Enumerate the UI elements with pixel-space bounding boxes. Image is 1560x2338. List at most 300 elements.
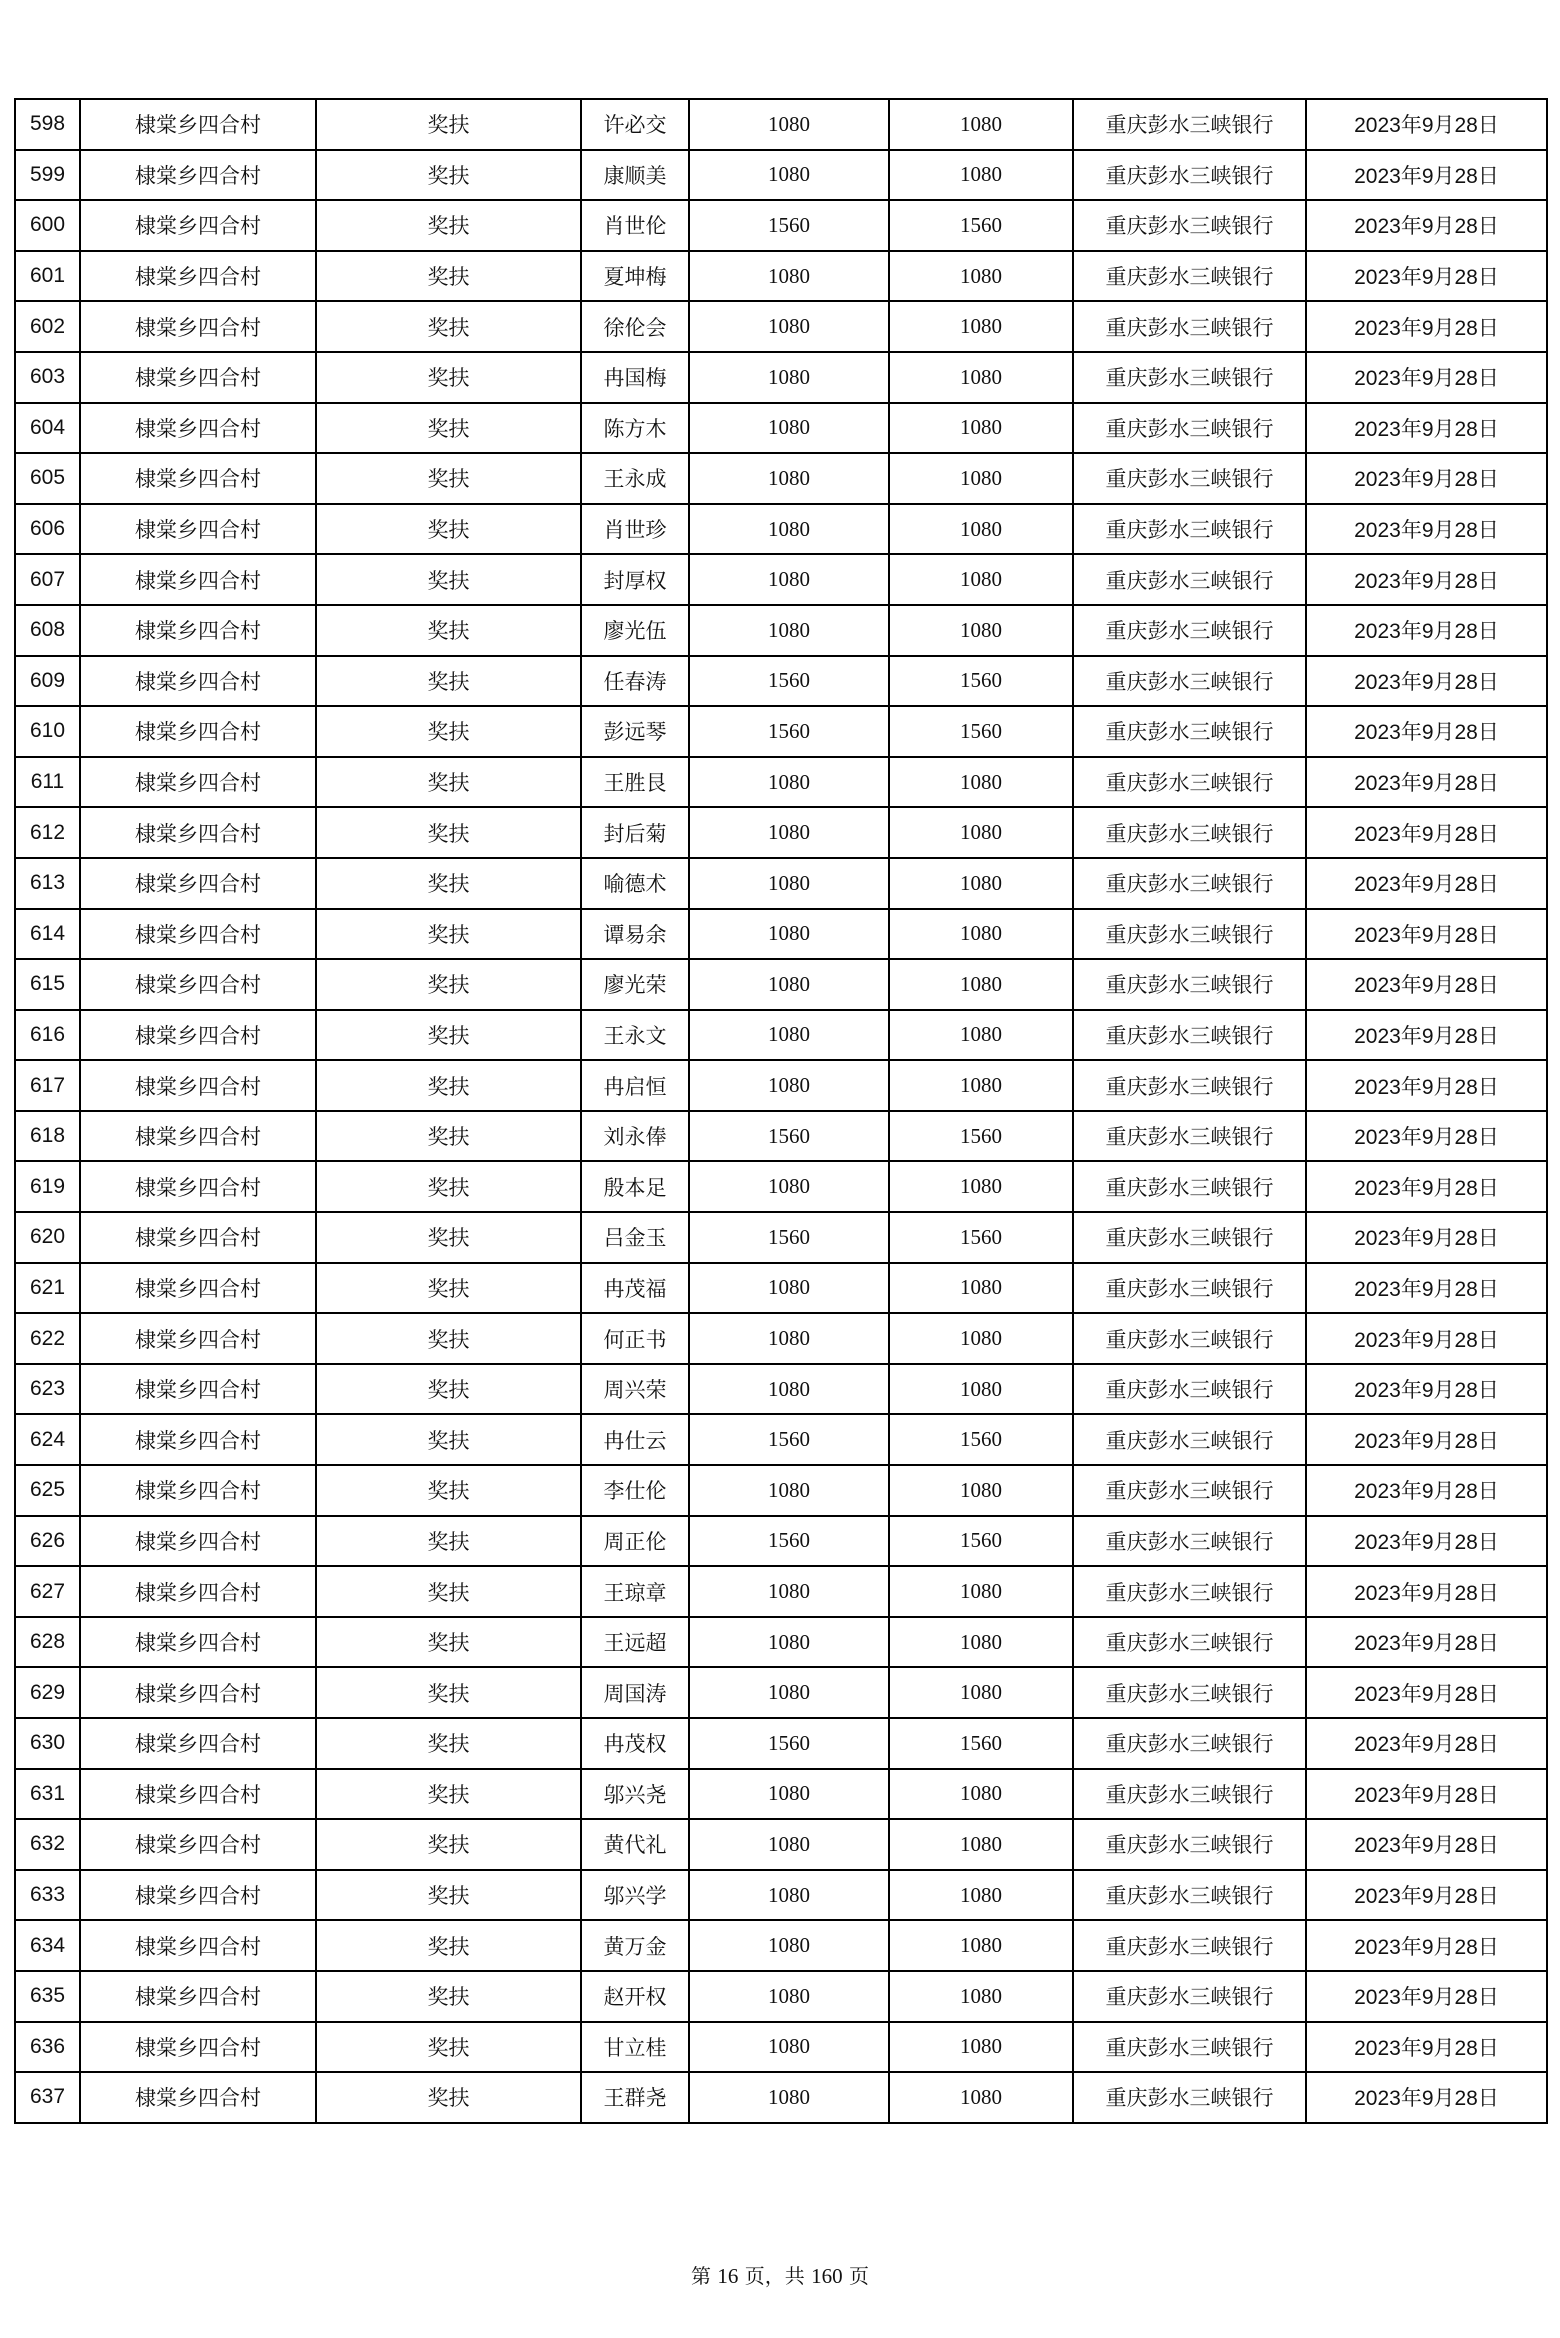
name-cell: 周国涛 bbox=[581, 1667, 689, 1718]
township-village-cell: 棣棠乡四合村 bbox=[80, 150, 316, 201]
bank-cell: 重庆彭水三峡银行 bbox=[1073, 1111, 1306, 1162]
row-index-cell: 600 bbox=[15, 200, 80, 251]
name-cell: 陈方木 bbox=[581, 403, 689, 454]
amount-due-cell: 1560 bbox=[689, 1212, 889, 1263]
category-cell: 奖扶 bbox=[316, 1111, 581, 1162]
date-cell: 2023年9月28日 bbox=[1306, 959, 1547, 1010]
table-row bbox=[15, 504, 1547, 555]
row-index-cell: 633 bbox=[15, 1870, 80, 1921]
township-village-cell: 棣棠乡四合村 bbox=[80, 1414, 316, 1465]
category-cell: 奖扶 bbox=[316, 1617, 581, 1668]
amount-due-cell: 1080 bbox=[689, 1920, 889, 1971]
name-cell: 许必交 bbox=[581, 99, 689, 150]
footer-total-pages: 160 bbox=[811, 2264, 843, 2288]
date-cell: 2023年9月28日 bbox=[1306, 1566, 1547, 1617]
amount-due-cell: 1080 bbox=[689, 757, 889, 808]
date-cell: 2023年9月28日 bbox=[1306, 453, 1547, 504]
amount-due-cell: 1080 bbox=[689, 605, 889, 656]
bank-cell: 重庆彭水三峡银行 bbox=[1073, 1971, 1306, 2022]
amount-due-cell: 1560 bbox=[689, 1111, 889, 1162]
row-index-cell: 630 bbox=[15, 1718, 80, 1769]
amount-paid-cell: 1080 bbox=[889, 1819, 1073, 1870]
bank-cell: 重庆彭水三峡银行 bbox=[1073, 1060, 1306, 1111]
name-cell: 喻德术 bbox=[581, 858, 689, 909]
amount-due-cell: 1080 bbox=[689, 1263, 889, 1314]
bank-cell: 重庆彭水三峡银行 bbox=[1073, 1920, 1306, 1971]
row-index-cell: 610 bbox=[15, 706, 80, 757]
bank-cell: 重庆彭水三峡银行 bbox=[1073, 909, 1306, 960]
category-cell: 奖扶 bbox=[316, 1060, 581, 1111]
category-cell: 奖扶 bbox=[316, 504, 581, 555]
bank-cell: 重庆彭水三峡银行 bbox=[1073, 1769, 1306, 1820]
bank-cell: 重庆彭水三峡银行 bbox=[1073, 807, 1306, 858]
table-row bbox=[15, 1667, 1547, 1718]
category-cell: 奖扶 bbox=[316, 757, 581, 808]
amount-due-cell: 1080 bbox=[689, 99, 889, 150]
row-index-cell: 598 bbox=[15, 99, 80, 150]
table-row bbox=[15, 554, 1547, 605]
date-cell: 2023年9月28日 bbox=[1306, 1465, 1547, 1516]
row-index-cell: 612 bbox=[15, 807, 80, 858]
bank-cell: 重庆彭水三峡银行 bbox=[1073, 1263, 1306, 1314]
amount-paid-cell: 1560 bbox=[889, 1111, 1073, 1162]
category-cell: 奖扶 bbox=[316, 1718, 581, 1769]
row-index-cell: 609 bbox=[15, 656, 80, 707]
table-row bbox=[15, 1060, 1547, 1111]
bank-cell: 重庆彭水三峡银行 bbox=[1073, 1010, 1306, 1061]
amount-paid-cell: 1080 bbox=[889, 959, 1073, 1010]
township-village-cell: 棣棠乡四合村 bbox=[80, 352, 316, 403]
amount-paid-cell: 1080 bbox=[889, 1971, 1073, 2022]
bank-cell: 重庆彭水三峡银行 bbox=[1073, 2072, 1306, 2123]
table-row bbox=[15, 858, 1547, 909]
row-index-cell: 616 bbox=[15, 1010, 80, 1061]
date-cell: 2023年9月28日 bbox=[1306, 1920, 1547, 1971]
category-cell: 奖扶 bbox=[316, 605, 581, 656]
bank-cell: 重庆彭水三峡银行 bbox=[1073, 200, 1306, 251]
row-index-cell: 631 bbox=[15, 1769, 80, 1820]
amount-due-cell: 1560 bbox=[689, 200, 889, 251]
amount-due-cell: 1080 bbox=[689, 554, 889, 605]
row-index-cell: 624 bbox=[15, 1414, 80, 1465]
amount-paid-cell: 1080 bbox=[889, 909, 1073, 960]
date-cell: 2023年9月28日 bbox=[1306, 1667, 1547, 1718]
category-cell: 奖扶 bbox=[316, 301, 581, 352]
date-cell: 2023年9月28日 bbox=[1306, 1414, 1547, 1465]
amount-due-cell: 1080 bbox=[689, 1010, 889, 1061]
category-cell: 奖扶 bbox=[316, 150, 581, 201]
amount-paid-cell: 1560 bbox=[889, 1516, 1073, 1567]
date-cell: 2023年9月28日 bbox=[1306, 2072, 1547, 2123]
township-village-cell: 棣棠乡四合村 bbox=[80, 1516, 316, 1567]
row-index-cell: 626 bbox=[15, 1516, 80, 1567]
bank-cell: 重庆彭水三峡银行 bbox=[1073, 453, 1306, 504]
amount-due-cell: 1080 bbox=[689, 1971, 889, 2022]
amount-paid-cell: 1080 bbox=[889, 757, 1073, 808]
amount-due-cell: 1080 bbox=[689, 2022, 889, 2073]
amount-due-cell: 1080 bbox=[689, 301, 889, 352]
bank-cell: 重庆彭水三峡银行 bbox=[1073, 1617, 1306, 1668]
bank-cell: 重庆彭水三峡银行 bbox=[1073, 757, 1306, 808]
table-row bbox=[15, 1364, 1547, 1415]
footer-page-number: 16 bbox=[717, 2264, 739, 2288]
page-footer bbox=[0, 2260, 1560, 2289]
date-cell: 2023年9月28日 bbox=[1306, 656, 1547, 707]
amount-paid-cell: 1560 bbox=[889, 706, 1073, 757]
name-cell: 任春涛 bbox=[581, 656, 689, 707]
bank-cell: 重庆彭水三峡银行 bbox=[1073, 301, 1306, 352]
bank-cell: 重庆彭水三峡银行 bbox=[1073, 1667, 1306, 1718]
table-row bbox=[15, 1212, 1547, 1263]
date-cell: 2023年9月28日 bbox=[1306, 807, 1547, 858]
row-index-cell: 614 bbox=[15, 909, 80, 960]
amount-paid-cell: 1080 bbox=[889, 554, 1073, 605]
table-row bbox=[15, 1769, 1547, 1820]
table-row bbox=[15, 200, 1547, 251]
name-cell: 徐伦会 bbox=[581, 301, 689, 352]
amount-paid-cell: 1560 bbox=[889, 1414, 1073, 1465]
name-cell: 吕金玉 bbox=[581, 1212, 689, 1263]
table-row bbox=[15, 1263, 1547, 1314]
amount-paid-cell: 1080 bbox=[889, 1060, 1073, 1111]
date-cell: 2023年9月28日 bbox=[1306, 1212, 1547, 1263]
amount-due-cell: 1080 bbox=[689, 1819, 889, 1870]
table-row bbox=[15, 403, 1547, 454]
category-cell: 奖扶 bbox=[316, 1971, 581, 2022]
table-row bbox=[15, 706, 1547, 757]
row-index-cell: 611 bbox=[15, 757, 80, 808]
township-village-cell: 棣棠乡四合村 bbox=[80, 757, 316, 808]
township-village-cell: 棣棠乡四合村 bbox=[80, 807, 316, 858]
amount-paid-cell: 1080 bbox=[889, 1364, 1073, 1415]
amount-due-cell: 1080 bbox=[689, 1060, 889, 1111]
township-village-cell: 棣棠乡四合村 bbox=[80, 1313, 316, 1364]
name-cell: 邬兴学 bbox=[581, 1870, 689, 1921]
table-row bbox=[15, 656, 1547, 707]
table-row bbox=[15, 150, 1547, 201]
row-index-cell: 606 bbox=[15, 504, 80, 555]
category-cell: 奖扶 bbox=[316, 2022, 581, 2073]
date-cell: 2023年9月28日 bbox=[1306, 1769, 1547, 1820]
bank-cell: 重庆彭水三峡银行 bbox=[1073, 1313, 1306, 1364]
township-village-cell: 棣棠乡四合村 bbox=[80, 959, 316, 1010]
bank-cell: 重庆彭水三峡银行 bbox=[1073, 1819, 1306, 1870]
row-index-cell: 621 bbox=[15, 1263, 80, 1314]
amount-paid-cell: 1080 bbox=[889, 605, 1073, 656]
township-village-cell: 棣棠乡四合村 bbox=[80, 1769, 316, 1820]
name-cell: 王远超 bbox=[581, 1617, 689, 1668]
bank-cell: 重庆彭水三峡银行 bbox=[1073, 99, 1306, 150]
date-cell: 2023年9月28日 bbox=[1306, 1870, 1547, 1921]
category-cell: 奖扶 bbox=[316, 1667, 581, 1718]
amount-paid-cell: 1560 bbox=[889, 1212, 1073, 1263]
row-index-cell: 634 bbox=[15, 1920, 80, 1971]
township-village-cell: 棣棠乡四合村 bbox=[80, 453, 316, 504]
amount-due-cell: 1080 bbox=[689, 1667, 889, 1718]
table-body bbox=[15, 99, 1547, 2123]
amount-due-cell: 1560 bbox=[689, 1414, 889, 1465]
amount-due-cell: 1080 bbox=[689, 1769, 889, 1820]
row-index-cell: 625 bbox=[15, 1465, 80, 1516]
bank-cell: 重庆彭水三峡银行 bbox=[1073, 504, 1306, 555]
amount-paid-cell: 1080 bbox=[889, 251, 1073, 302]
date-cell: 2023年9月28日 bbox=[1306, 1263, 1547, 1314]
table-row bbox=[15, 453, 1547, 504]
township-village-cell: 棣棠乡四合村 bbox=[80, 1465, 316, 1516]
row-index-cell: 601 bbox=[15, 251, 80, 302]
row-index-cell: 620 bbox=[15, 1212, 80, 1263]
row-index-cell: 635 bbox=[15, 1971, 80, 2022]
category-cell: 奖扶 bbox=[316, 1263, 581, 1314]
row-index-cell: 627 bbox=[15, 1566, 80, 1617]
row-index-cell: 629 bbox=[15, 1667, 80, 1718]
date-cell: 2023年9月28日 bbox=[1306, 251, 1547, 302]
row-index-cell: 632 bbox=[15, 1819, 80, 1870]
amount-paid-cell: 1080 bbox=[889, 99, 1073, 150]
township-village-cell: 棣棠乡四合村 bbox=[80, 2072, 316, 2123]
amount-paid-cell: 1080 bbox=[889, 403, 1073, 454]
row-index-cell: 636 bbox=[15, 2022, 80, 2073]
amount-paid-cell: 1560 bbox=[889, 656, 1073, 707]
township-village-cell: 棣棠乡四合村 bbox=[80, 1617, 316, 1668]
township-village-cell: 棣棠乡四合村 bbox=[80, 1920, 316, 1971]
table-row bbox=[15, 1161, 1547, 1212]
amount-due-cell: 1080 bbox=[689, 1617, 889, 1668]
table-row bbox=[15, 1920, 1547, 1971]
township-village-cell: 棣棠乡四合村 bbox=[80, 1010, 316, 1061]
name-cell: 谭易余 bbox=[581, 909, 689, 960]
name-cell: 王永成 bbox=[581, 453, 689, 504]
category-cell: 奖扶 bbox=[316, 453, 581, 504]
row-index-cell: 622 bbox=[15, 1313, 80, 1364]
amount-paid-cell: 1080 bbox=[889, 807, 1073, 858]
name-cell: 周兴荣 bbox=[581, 1364, 689, 1415]
amount-due-cell: 1080 bbox=[689, 403, 889, 454]
date-cell: 2023年9月28日 bbox=[1306, 554, 1547, 605]
amount-due-cell: 1080 bbox=[689, 1566, 889, 1617]
amount-due-cell: 1080 bbox=[689, 959, 889, 1010]
bank-cell: 重庆彭水三峡银行 bbox=[1073, 251, 1306, 302]
name-cell: 王琼章 bbox=[581, 1566, 689, 1617]
category-cell: 奖扶 bbox=[316, 200, 581, 251]
amount-paid-cell: 1080 bbox=[889, 1010, 1073, 1061]
row-index-cell: 617 bbox=[15, 1060, 80, 1111]
amount-due-cell: 1560 bbox=[689, 706, 889, 757]
table-row bbox=[15, 99, 1547, 150]
township-village-cell: 棣棠乡四合村 bbox=[80, 99, 316, 150]
date-cell: 2023年9月28日 bbox=[1306, 2022, 1547, 2073]
date-cell: 2023年9月28日 bbox=[1306, 200, 1547, 251]
amount-paid-cell: 1080 bbox=[889, 1465, 1073, 1516]
amount-paid-cell: 1080 bbox=[889, 1667, 1073, 1718]
amount-due-cell: 1560 bbox=[689, 1516, 889, 1567]
township-village-cell: 棣棠乡四合村 bbox=[80, 1212, 316, 1263]
table-row bbox=[15, 909, 1547, 960]
category-cell: 奖扶 bbox=[316, 1414, 581, 1465]
category-cell: 奖扶 bbox=[316, 1819, 581, 1870]
bank-cell: 重庆彭水三峡银行 bbox=[1073, 352, 1306, 403]
category-cell: 奖扶 bbox=[316, 1161, 581, 1212]
amount-due-cell: 1080 bbox=[689, 1364, 889, 1415]
date-cell: 2023年9月28日 bbox=[1306, 1971, 1547, 2022]
name-cell: 王胜艮 bbox=[581, 757, 689, 808]
township-village-cell: 棣棠乡四合村 bbox=[80, 504, 316, 555]
row-index-cell: 619 bbox=[15, 1161, 80, 1212]
row-index-cell: 615 bbox=[15, 959, 80, 1010]
township-village-cell: 棣棠乡四合村 bbox=[80, 1870, 316, 1921]
name-cell: 黄代礼 bbox=[581, 1819, 689, 1870]
bank-cell: 重庆彭水三峡银行 bbox=[1073, 2022, 1306, 2073]
bank-cell: 重庆彭水三峡银行 bbox=[1073, 1364, 1306, 1415]
date-cell: 2023年9月28日 bbox=[1306, 1364, 1547, 1415]
bank-cell: 重庆彭水三峡银行 bbox=[1073, 403, 1306, 454]
category-cell: 奖扶 bbox=[316, 1870, 581, 1921]
date-cell: 2023年9月28日 bbox=[1306, 1313, 1547, 1364]
table-row bbox=[15, 1819, 1547, 1870]
township-village-cell: 棣棠乡四合村 bbox=[80, 2022, 316, 2073]
table-row bbox=[15, 2072, 1547, 2123]
bank-cell: 重庆彭水三峡银行 bbox=[1073, 1566, 1306, 1617]
township-village-cell: 棣棠乡四合村 bbox=[80, 605, 316, 656]
bank-cell: 重庆彭水三峡银行 bbox=[1073, 656, 1306, 707]
date-cell: 2023年9月28日 bbox=[1306, 858, 1547, 909]
category-cell: 奖扶 bbox=[316, 1313, 581, 1364]
name-cell: 冉国梅 bbox=[581, 352, 689, 403]
amount-due-cell: 1080 bbox=[689, 1465, 889, 1516]
amount-due-cell: 1080 bbox=[689, 2072, 889, 2123]
row-index-cell: 602 bbox=[15, 301, 80, 352]
category-cell: 奖扶 bbox=[316, 858, 581, 909]
table-row bbox=[15, 1516, 1547, 1567]
payment-table bbox=[14, 98, 1548, 2124]
name-cell: 冉茂福 bbox=[581, 1263, 689, 1314]
category-cell: 奖扶 bbox=[316, 554, 581, 605]
township-village-cell: 棣棠乡四合村 bbox=[80, 554, 316, 605]
table-row bbox=[15, 301, 1547, 352]
township-village-cell: 棣棠乡四合村 bbox=[80, 1060, 316, 1111]
name-cell: 冉仕云 bbox=[581, 1414, 689, 1465]
amount-due-cell: 1080 bbox=[689, 150, 889, 201]
bank-cell: 重庆彭水三峡银行 bbox=[1073, 858, 1306, 909]
township-village-cell: 棣棠乡四合村 bbox=[80, 858, 316, 909]
date-cell: 2023年9月28日 bbox=[1306, 1060, 1547, 1111]
name-cell: 周正伦 bbox=[581, 1516, 689, 1567]
row-index-cell: 623 bbox=[15, 1364, 80, 1415]
township-village-cell: 棣棠乡四合村 bbox=[80, 1819, 316, 1870]
amount-paid-cell: 1080 bbox=[889, 1920, 1073, 1971]
name-cell: 甘立桂 bbox=[581, 2022, 689, 2073]
bank-cell: 重庆彭水三峡银行 bbox=[1073, 1212, 1306, 1263]
table-row bbox=[15, 251, 1547, 302]
date-cell: 2023年9月28日 bbox=[1306, 1718, 1547, 1769]
township-village-cell: 棣棠乡四合村 bbox=[80, 301, 316, 352]
footer-middle: 页，共 bbox=[744, 2264, 805, 2288]
table-row bbox=[15, 2022, 1547, 2073]
bank-cell: 重庆彭水三峡银行 bbox=[1073, 150, 1306, 201]
name-cell: 彭远琴 bbox=[581, 706, 689, 757]
township-village-cell: 棣棠乡四合村 bbox=[80, 1566, 316, 1617]
table-row bbox=[15, 1414, 1547, 1465]
row-index-cell: 599 bbox=[15, 150, 80, 201]
name-cell: 封后菊 bbox=[581, 807, 689, 858]
category-cell: 奖扶 bbox=[316, 1212, 581, 1263]
amount-due-cell: 1080 bbox=[689, 251, 889, 302]
date-cell: 2023年9月28日 bbox=[1306, 1161, 1547, 1212]
amount-due-cell: 1560 bbox=[689, 656, 889, 707]
township-village-cell: 棣棠乡四合村 bbox=[80, 403, 316, 454]
township-village-cell: 棣棠乡四合村 bbox=[80, 1263, 316, 1314]
amount-paid-cell: 1080 bbox=[889, 352, 1073, 403]
amount-paid-cell: 1080 bbox=[889, 1263, 1073, 1314]
amount-due-cell: 1080 bbox=[689, 352, 889, 403]
township-village-cell: 棣棠乡四合村 bbox=[80, 1111, 316, 1162]
bank-cell: 重庆彭水三峡银行 bbox=[1073, 1414, 1306, 1465]
name-cell: 邬兴尧 bbox=[581, 1769, 689, 1820]
date-cell: 2023年9月28日 bbox=[1306, 1819, 1547, 1870]
date-cell: 2023年9月28日 bbox=[1306, 504, 1547, 555]
bank-cell: 重庆彭水三峡银行 bbox=[1073, 554, 1306, 605]
date-cell: 2023年9月28日 bbox=[1306, 150, 1547, 201]
table-row bbox=[15, 1870, 1547, 1921]
date-cell: 2023年9月28日 bbox=[1306, 909, 1547, 960]
date-cell: 2023年9月28日 bbox=[1306, 352, 1547, 403]
township-village-cell: 棣棠乡四合村 bbox=[80, 1718, 316, 1769]
row-index-cell: 628 bbox=[15, 1617, 80, 1668]
bank-cell: 重庆彭水三峡银行 bbox=[1073, 1465, 1306, 1516]
amount-paid-cell: 1080 bbox=[889, 1769, 1073, 1820]
bank-cell: 重庆彭水三峡银行 bbox=[1073, 1718, 1306, 1769]
category-cell: 奖扶 bbox=[316, 1010, 581, 1061]
name-cell: 夏坤梅 bbox=[581, 251, 689, 302]
date-cell: 2023年9月28日 bbox=[1306, 1617, 1547, 1668]
category-cell: 奖扶 bbox=[316, 909, 581, 960]
category-cell: 奖扶 bbox=[316, 1566, 581, 1617]
row-index-cell: 618 bbox=[15, 1111, 80, 1162]
amount-paid-cell: 1080 bbox=[889, 2072, 1073, 2123]
date-cell: 2023年9月28日 bbox=[1306, 757, 1547, 808]
footer-prefix: 第 bbox=[691, 2264, 712, 2288]
township-village-cell: 棣棠乡四合村 bbox=[80, 656, 316, 707]
date-cell: 2023年9月28日 bbox=[1306, 1111, 1547, 1162]
amount-due-cell: 1080 bbox=[689, 1870, 889, 1921]
category-cell: 奖扶 bbox=[316, 2072, 581, 2123]
bank-cell: 重庆彭水三峡银行 bbox=[1073, 605, 1306, 656]
name-cell: 何正书 bbox=[581, 1313, 689, 1364]
amount-paid-cell: 1080 bbox=[889, 1870, 1073, 1921]
amount-paid-cell: 1080 bbox=[889, 2022, 1073, 2073]
amount-paid-cell: 1080 bbox=[889, 1617, 1073, 1668]
name-cell: 王群尧 bbox=[581, 2072, 689, 2123]
name-cell: 冉茂权 bbox=[581, 1718, 689, 1769]
date-cell: 2023年9月28日 bbox=[1306, 301, 1547, 352]
name-cell: 肖世珍 bbox=[581, 504, 689, 555]
table-row bbox=[15, 1718, 1547, 1769]
amount-paid-cell: 1080 bbox=[889, 1313, 1073, 1364]
date-cell: 2023年9月28日 bbox=[1306, 99, 1547, 150]
township-village-cell: 棣棠乡四合村 bbox=[80, 1364, 316, 1415]
row-index-cell: 613 bbox=[15, 858, 80, 909]
amount-due-cell: 1080 bbox=[689, 1313, 889, 1364]
amount-due-cell: 1080 bbox=[689, 1161, 889, 1212]
township-village-cell: 棣棠乡四合村 bbox=[80, 1161, 316, 1212]
category-cell: 奖扶 bbox=[316, 251, 581, 302]
name-cell: 王永文 bbox=[581, 1010, 689, 1061]
township-village-cell: 棣棠乡四合村 bbox=[80, 706, 316, 757]
amount-due-cell: 1080 bbox=[689, 504, 889, 555]
category-cell: 奖扶 bbox=[316, 1516, 581, 1567]
table-row bbox=[15, 1465, 1547, 1516]
township-village-cell: 棣棠乡四合村 bbox=[80, 1971, 316, 2022]
